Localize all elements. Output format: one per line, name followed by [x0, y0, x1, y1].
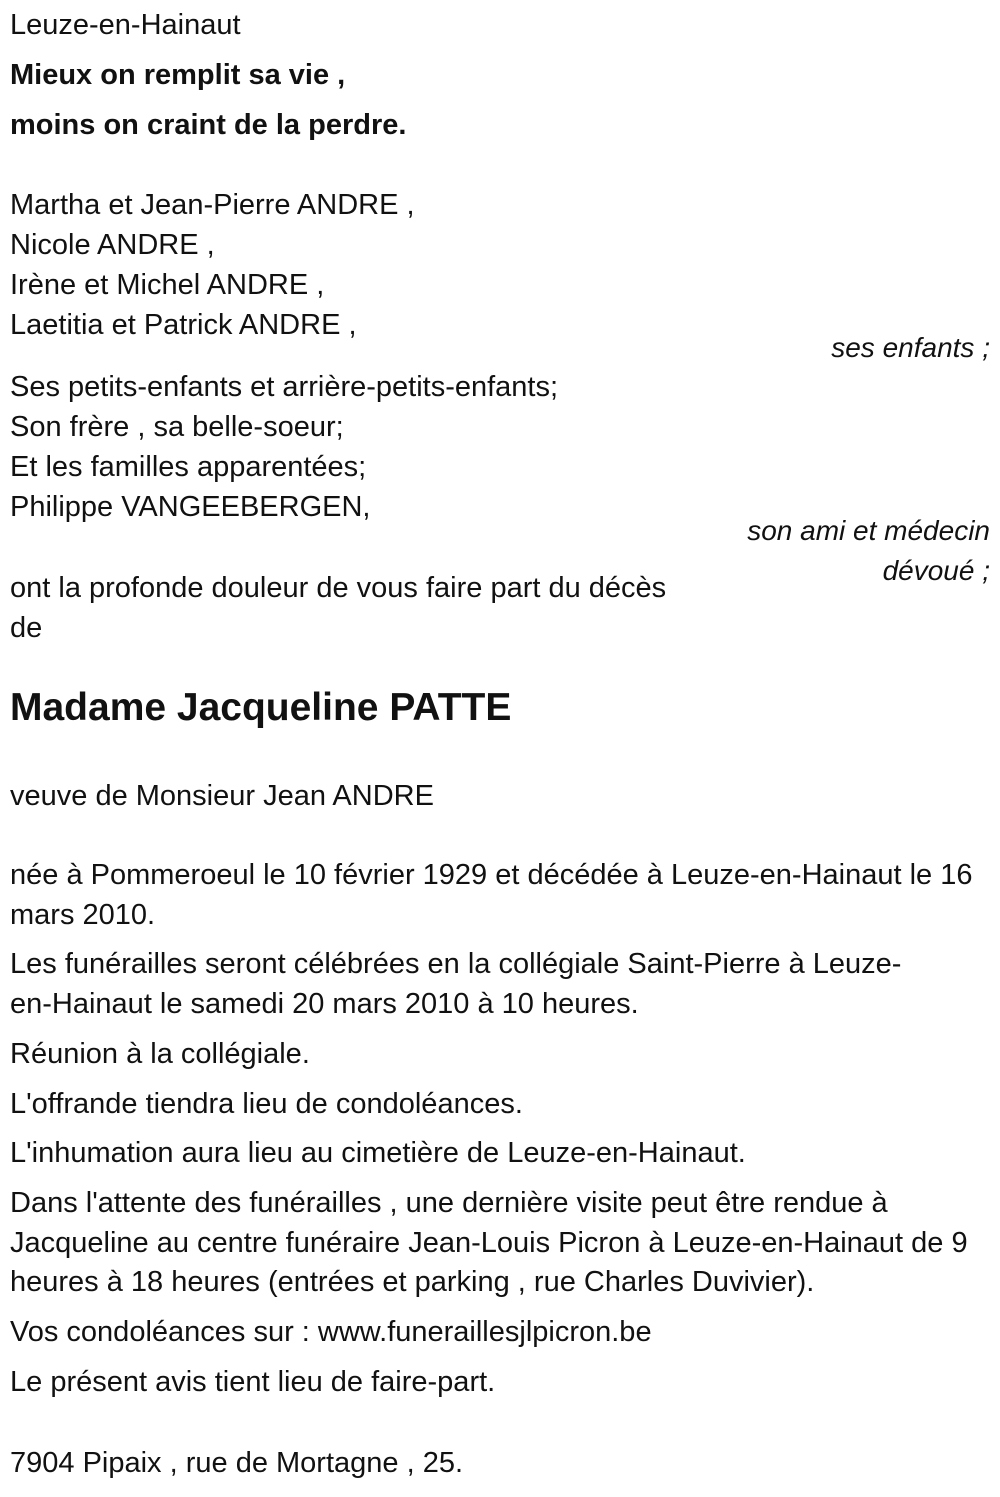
paragraph-line: heures à 18 heures (entrées et parking , rue Charles Duvivier). — [10, 1266, 815, 1299]
paragraph-line: née à Pommeroeul le 10 février 1929 et décédée à Leuze-en-Hainaut le 16 — [10, 859, 973, 891]
epigraph-line: Mieux on remplit sa vie , — [10, 59, 346, 91]
paragraph-line: mars 2010. — [10, 898, 156, 931]
children-label: ses enfants ; — [831, 332, 990, 363]
friend-label-line: dévoué ; — [882, 555, 990, 586]
paragraph-line: Le présent avis tient lieu de faire-part. — [10, 1365, 496, 1398]
child-entry: Martha et Jean-Pierre ANDRE , — [10, 189, 415, 221]
children-list — [10, 185, 415, 345]
paragraph-line: Vos condoléances sur : www.funeraillesjlpicron.be — [10, 1316, 652, 1349]
condolences-paragraph — [10, 1313, 972, 1353]
meeting-paragraph — [10, 1035, 972, 1075]
paragraph-line: Jacqueline au centre funéraire Jean-Louis Picron à Leuze-en-Hainaut de 9 — [10, 1226, 968, 1259]
offering-paragraph — [10, 1085, 972, 1125]
notice-paragraph — [10, 1363, 972, 1403]
announcement — [10, 568, 666, 648]
child-entry: Irène et Michel ANDRE , — [10, 269, 325, 301]
paragraph-line: L'offrande tiendra lieu de condoléances. — [10, 1087, 523, 1120]
friend-label — [747, 511, 990, 591]
family-list — [10, 367, 558, 527]
family-entry: Ses petits-enfants et arrière-petits-enfants; — [10, 371, 559, 403]
epigraph — [10, 50, 406, 150]
address: 7904 Pipaix , rue de Mortagne , 25. — [10, 1447, 464, 1479]
details — [10, 856, 972, 1412]
visit-paragraph — [10, 1184, 972, 1303]
paragraph-line: L'inhumation aura lieu au cimetière de Leuze-en-Hainaut. — [10, 1137, 746, 1170]
epigraph-line: moins on craint de la perdre. — [10, 109, 407, 141]
birth-death-paragraph — [10, 856, 972, 935]
announcement-line: de — [10, 612, 43, 644]
paragraph-line: Dans l'attente des funérailles , une dernière visite peut être rendue à — [10, 1186, 888, 1219]
family-entry: Philippe VANGEEBERGEN, — [10, 491, 371, 523]
child-entry: Nicole ANDRE , — [10, 229, 215, 261]
paragraph-line: Réunion à la collégiale. — [10, 1037, 310, 1070]
funeral-paragraph — [10, 945, 972, 1024]
burial-paragraph — [10, 1134, 972, 1174]
family-entry: Son frère , sa belle-soeur; — [10, 411, 344, 443]
friend-label-line: son ami et médecin — [747, 515, 990, 546]
family-entry: Et les familles apparentées; — [10, 451, 367, 483]
announcement-line: ont la profonde douleur de vous faire part du décès — [10, 572, 667, 604]
location-heading: Leuze-en-Hainaut — [10, 9, 241, 41]
child-entry: Laetitia et Patrick ANDRE , — [10, 309, 357, 341]
paragraph-line: en-Hainaut le samedi 20 mars 2010 à 10 heures. — [10, 988, 639, 1021]
paragraph-line: Les funérailles seront célébrées en la collégiale Saint-Pierre à Leuze- — [10, 948, 902, 981]
deceased-name: Madame Jacqueline PATTE — [10, 686, 512, 729]
widow-of: veuve de Monsieur Jean ANDRE — [10, 780, 434, 812]
